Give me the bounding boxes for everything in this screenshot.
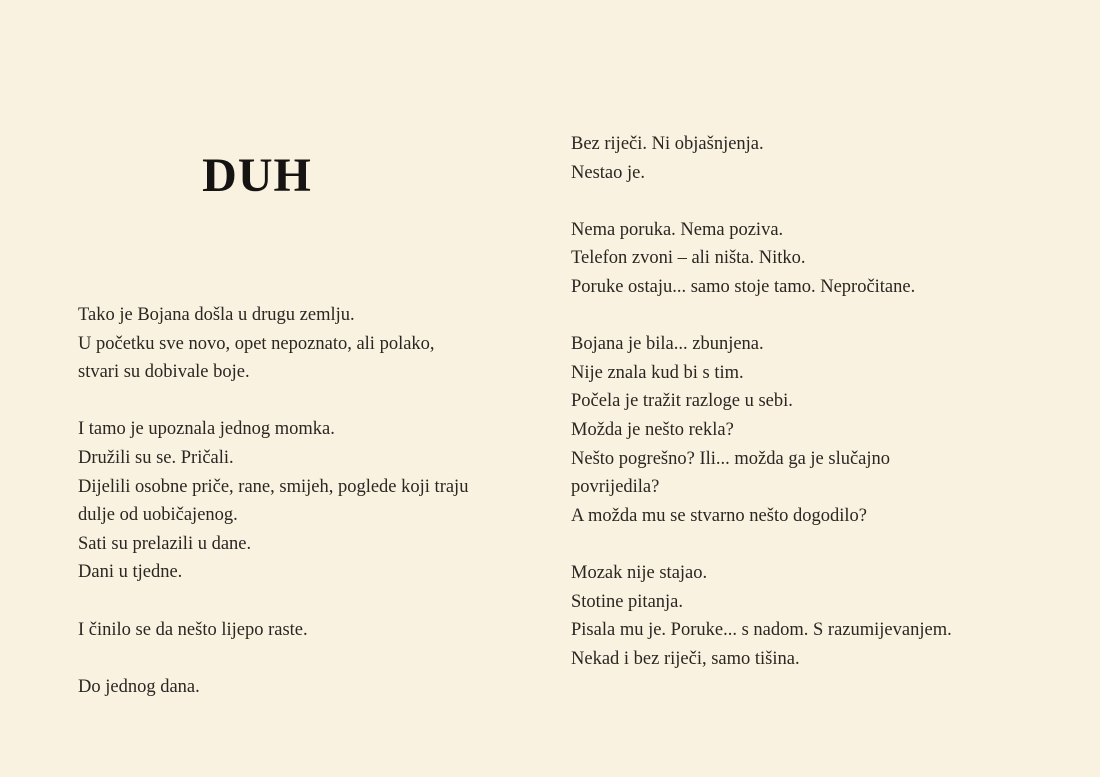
text-line: Dani u tjedne. bbox=[78, 562, 183, 583]
text-line: Telefon zvoni – ali ništa. Nitko. bbox=[571, 248, 806, 269]
text-line: Nestao je. bbox=[571, 162, 645, 183]
text-line: Nije znala kud bi s tim. bbox=[571, 362, 744, 383]
text-line: Stotine pitanja. bbox=[571, 591, 684, 612]
text-line: Bojana je bila... zbunjena. bbox=[571, 334, 764, 355]
text-line: Pisala mu je. Poruke... s nadom. S razumijevanjem. bbox=[571, 620, 952, 641]
stanza bbox=[571, 559, 1071, 673]
text-line: Nešto pogrešno? Ili... možda ga je slučajno bbox=[571, 448, 891, 469]
text-line: povrijedila? bbox=[571, 477, 660, 498]
text-line: Nema poruka. Nema poziva. bbox=[571, 219, 784, 240]
text-line: Tako je Bojana došla u drugu zemlju. bbox=[78, 305, 355, 325]
stanza bbox=[78, 673, 548, 702]
left-column bbox=[78, 301, 548, 701]
stanza bbox=[78, 616, 548, 645]
page-title: DUH bbox=[202, 149, 312, 202]
text-line: Dijelili osobne priče, rane, smijeh, poglede koji traju bbox=[78, 476, 469, 497]
stanza bbox=[78, 301, 548, 387]
text-line: A možda mu se stvarno nešto dogodilo? bbox=[571, 505, 867, 526]
text-line: Družili su se. Pričali. bbox=[78, 447, 234, 468]
text-line: U početku sve novo, opet nepoznato, ali polako, bbox=[78, 333, 435, 354]
stanza bbox=[571, 216, 1071, 302]
text-line: Sati su prelazili u dane. bbox=[78, 533, 252, 554]
text-line: Počela je tražit razloge u sebi. bbox=[571, 391, 793, 412]
text-line: I tamo je upoznala jednog momka. bbox=[78, 419, 335, 440]
text-line: Bez riječi. Ni objašnjenja. bbox=[571, 134, 764, 154]
text-line: Do jednog dana. bbox=[78, 676, 200, 697]
text-line: Poruke ostaju... samo stoje tamo. Nepročitane. bbox=[571, 276, 916, 297]
stanza bbox=[78, 415, 548, 587]
text-line: Nekad i bez riječi, samo tišina. bbox=[571, 648, 800, 669]
stanza bbox=[571, 330, 1071, 530]
text-line: dulje od uobičajenog. bbox=[78, 505, 238, 526]
stanza bbox=[571, 130, 1071, 187]
text-line: Možda je nešto rekla? bbox=[571, 419, 734, 440]
text-line: stvari su dobivale boje. bbox=[78, 362, 250, 383]
text-line: I činilo se da nešto lijepo raste. bbox=[78, 619, 308, 640]
text-line: Mozak nije stajao. bbox=[571, 562, 708, 583]
right-column bbox=[571, 130, 1071, 673]
